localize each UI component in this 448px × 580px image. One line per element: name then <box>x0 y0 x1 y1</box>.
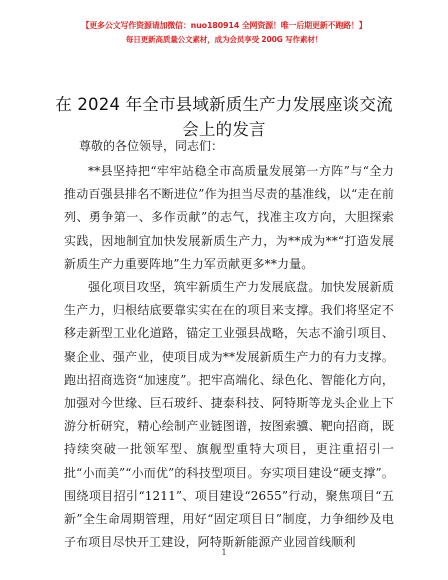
page-number: 1 <box>221 548 227 557</box>
paragraph-1: **县坚持把“牢牢站稳全市高质量发展第一方阵”与“全力推动百强县排名不断进位”作为担当尽责的基准线，以“走在前列、勇争第一、多作贡献”的志气，找准主攻方向，大胆探索实践，因地制宜加快发展新质生产力，为**成为**“打造发展新质生产力重要阵地”生力军贡献更多**力量。 <box>64 164 394 271</box>
paragraph-2: 强化项目攻坚，筑牢新质生产力发展底盘。加快发展新质生产力，归根结底要靠实实在在的项目来支撑。我们将坚定不移走新型工业化道路，锚定工业强县战略，矢志不渝引项目、聚企业、强产业，使项目成为**发展新质生产力的有力支撑。跑出招商选资“加速度”。把牢高端化、绿色化、智能化方向，加强对今世缘、巨石玻纤、捷泰科技、阿特斯等龙头企业上下游分析研究，精心绘制产业链图谱，按图索骥、靶向招商，既持续突破一批领军型、旗舰型重特大项目，更注重招引一批“小而美”“小而优”的科技型项目。夯实项目建设“硬支撑”。围绕项目招引“1211”、项目建设“2655”行动，聚焦项目“五新”全生命周期管理，用好“固定项目日”制度，力争细纱及电子布项目尽快开工建设，阿特斯新能源产业园首线顺利 <box>64 280 394 550</box>
promo-banner-line1: 【更多公文写作资源请加微信：nuo180914 全网资源！唯一后期更新不跑路！】 <box>81 21 367 30</box>
salutation: 尊敬的各位领导，同志们： <box>79 139 224 153</box>
promo-banner-line2: 每日更新高质量公文素材，成为会员享受 200G 写作素材！ <box>125 35 323 44</box>
document-body <box>64 160 394 554</box>
document-title: 在 2024 年全市县域新质生产力发展座谈交流会上的发言 <box>55 95 393 139</box>
